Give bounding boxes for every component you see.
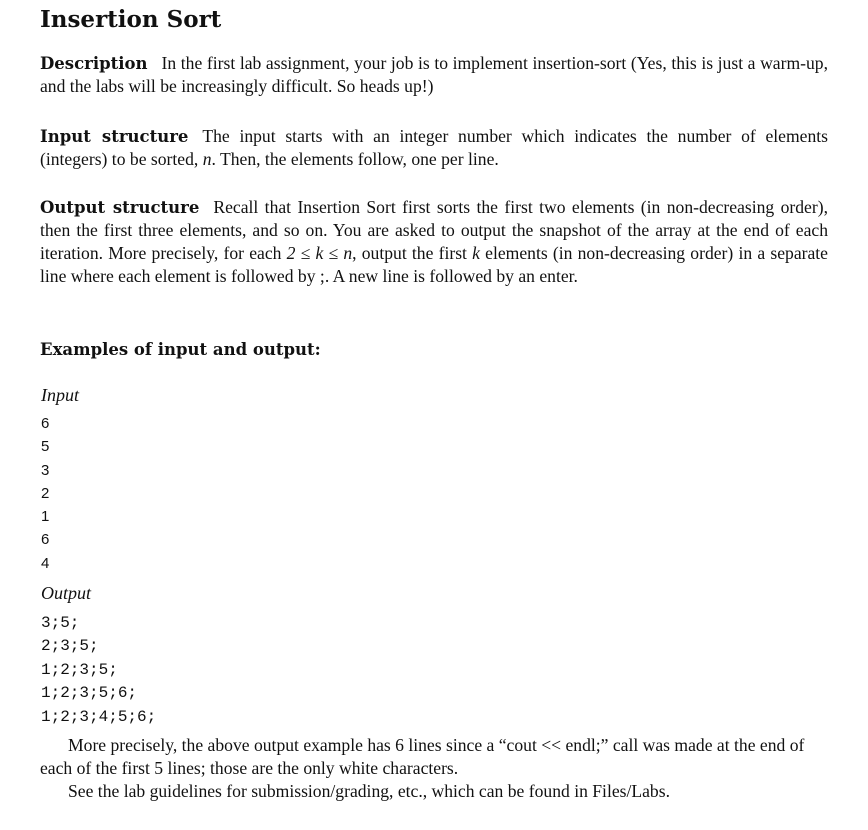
input-structure-var-n: n [202,149,212,169]
input-example-line: 3 [41,461,50,479]
output-structure-heading: Output structure [40,198,200,217]
output-structure-text-3: elements (in non-decreasing order) in a separate line where each element is followed by ;. A new line is followed by an enter. [40,243,828,286]
output-structure-math-range: 2 ≤ k ≤ n [286,243,353,263]
input-example-line: 1 [41,508,50,526]
page-title: Insertion Sort [40,6,222,33]
input-example-line: 5 [41,438,50,456]
output-example-line: 1;2;3;5; [41,660,118,679]
input-structure-text-before: The input starts with an integer number which indicates the number of elements (integers) to be sorted, [40,126,828,169]
description-heading: Description [40,54,148,73]
note-paragraph-2: See the lab guidelines for submission/grading, etc., which can be found in Files/Labs. [68,781,670,801]
input-example-line: 6 [41,415,50,432]
input-structure-heading: Input structure [40,127,189,146]
input-structure-paragraph [40,125,828,171]
output-example-line: 1;2;3;4;5;6; [41,707,157,726]
output-example-list [41,612,156,729]
output-structure-text-1: Recall that Insertion Sort first sorts the first two elements (in non-decreasing order), then the first three elements, and so on. You are asked to output the snapshot of the array at the end of each iteration. More precisely, for each [40,197,828,263]
output-label: Output [41,583,92,603]
input-label: Input [41,385,79,405]
output-structure-paragraph [40,196,828,288]
input-example-line: 4 [41,554,50,572]
input-structure-text-after: . Then, the elements follow, one per line. [211,149,499,169]
description-text: In the first lab assignment, your job is to implement insertion-sort (Yes, this is just a warm-up, and the labs will be increasingly difficult. So heads up!) [40,53,828,96]
output-structure-var-k: k [472,243,480,263]
examples-heading: Examples of input and output: [40,340,321,359]
output-structure-text-2: , output the first [352,243,473,263]
note-paragraph-1: More precisely, the above output example has 6 lines since a “cout << endl;” call was made at the end of each of the first 5 lines; those are the only white characters. [40,735,805,778]
input-example-line: 2 [41,484,50,502]
description-paragraph [40,52,828,98]
output-example-line: 3;5; [41,614,80,632]
input-example-list [41,412,49,575]
input-example-line: 6 [41,531,50,549]
output-example-line: 1;2;3;5;6; [41,684,138,703]
output-example-line: 2;3;5; [41,637,99,656]
